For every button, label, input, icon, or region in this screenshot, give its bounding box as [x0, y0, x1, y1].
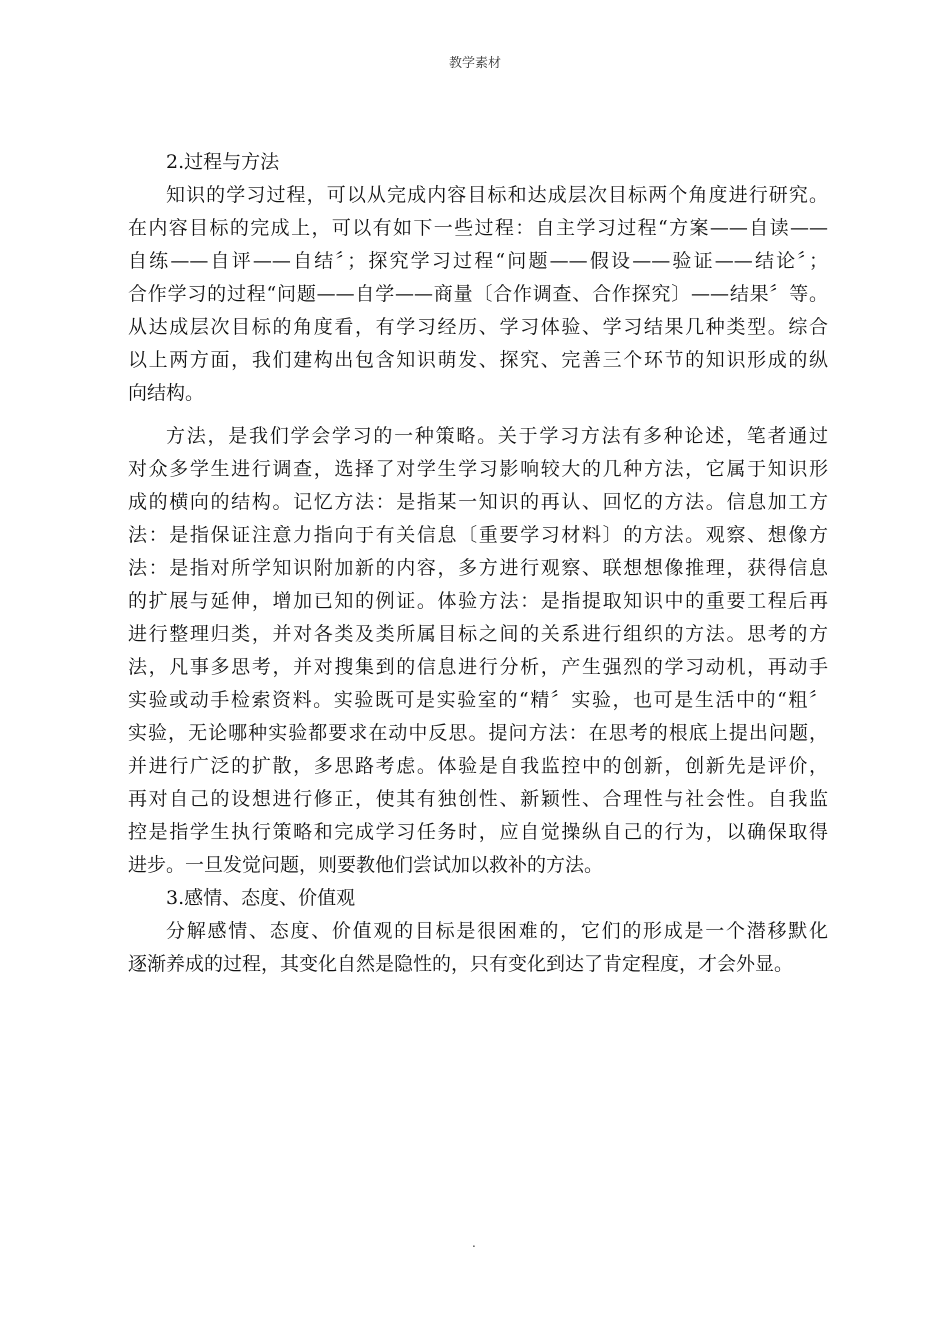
text-line: 向结构。 — [128, 382, 205, 404]
text-line: 从达成层次目标的角度看，有学习经历、学习体验、学习结果几种类型。综合 — [128, 316, 828, 338]
page-footer-mark: . — [472, 1236, 476, 1250]
text-line: 法：是指保证注意力指向于有关信息〔重要学习材料〕的方法。观察、想像方 — [128, 524, 828, 546]
text-line: 自练——自评——自结〞；探究学习过程“问题——假设——验证——结论〞； — [128, 250, 828, 272]
paragraph-learning-process — [128, 179, 828, 410]
text-line: 对众多学生进行调查，选择了对学生学习影响较大的几种方法，它属于知识形 — [128, 458, 828, 480]
text-line: 实验，无论哪种实验都要求在动中反思。提问方法：在思考的根底上提出问题， — [128, 722, 828, 744]
paragraph-emotions-attitudes — [128, 915, 828, 981]
text-line: 合作学习的过程“问题——自学——商量〔合作调查、合作探究〕——结果〞等。 — [128, 283, 828, 305]
text-line: 成的横向的结构。记忆方法：是指某一知识的再认、回忆的方法。信息加工方 — [128, 491, 828, 513]
page-header: 教学素材 — [448, 56, 501, 71]
text-line: 进行整理归类，并对各类及类所属目标之间的关系进行组织的方法。思考的方 — [128, 623, 828, 645]
text-line: 实验或动手检索资料。实验既可是实验室的“精〞实验，也可是生活中的“粗〞 — [128, 689, 828, 711]
text-line: 控是指学生执行策略和完成学习任务时，应自觉操纵自己的行为，以确保取得 — [128, 821, 828, 843]
section-heading-process-methods: 2.过程与方法 — [166, 151, 280, 173]
text-line: 方法，是我们学会学习的一种策略。关于学习方法有多种论述，笔者通过 — [166, 425, 828, 447]
document-body — [128, 146, 828, 981]
text-line: 在内容目标的完成上，可以有如下一些过程：自主学习过程“方案——自读—— — [128, 217, 828, 239]
section-heading-emotions-attitudes-values: 3.感情、态度、价值观 — [166, 887, 356, 909]
paragraph-learning-methods — [128, 420, 828, 882]
text-line: 的扩展与延伸，增加已知的例证。体验方法：是指提取知识中的重要工程后再 — [128, 590, 828, 612]
text-line: 知识的学习过程，可以从完成内容目标和达成层次目标两个角度进行研究。 — [166, 184, 828, 206]
text-line: 进步。一旦发觉问题，则要教他们尝试加以救补的方法。 — [128, 854, 604, 876]
text-line: 再对自己的设想进行修正，使其有独创性、新颖性、合理性与社会性。自我监 — [128, 788, 828, 810]
text-line: 以上两方面，我们建构出包含知识萌发、探究、完善三个环节的知识形成的纵 — [128, 349, 828, 371]
text-line: 并进行广泛的扩散，多思路考虑。体验是自我监控中的创新，创新先是评价， — [128, 755, 828, 777]
text-line: 法，凡事多思考，并对搜集到的信息进行分析，产生强烈的学习动机，再动手 — [128, 656, 828, 678]
text-line: 逐渐养成的过程，其变化自然是隐性的，只有变化到达了肯定程度，才会外显。 — [128, 953, 794, 975]
text-line: 法：是指对所学知识附加新的内容，多方进行观察、联想想像推理，获得信息 — [128, 557, 828, 579]
text-line: 分解感情、态度、价值观的目标是很困难的，它们的形成是一个潜移默化 — [166, 920, 828, 942]
